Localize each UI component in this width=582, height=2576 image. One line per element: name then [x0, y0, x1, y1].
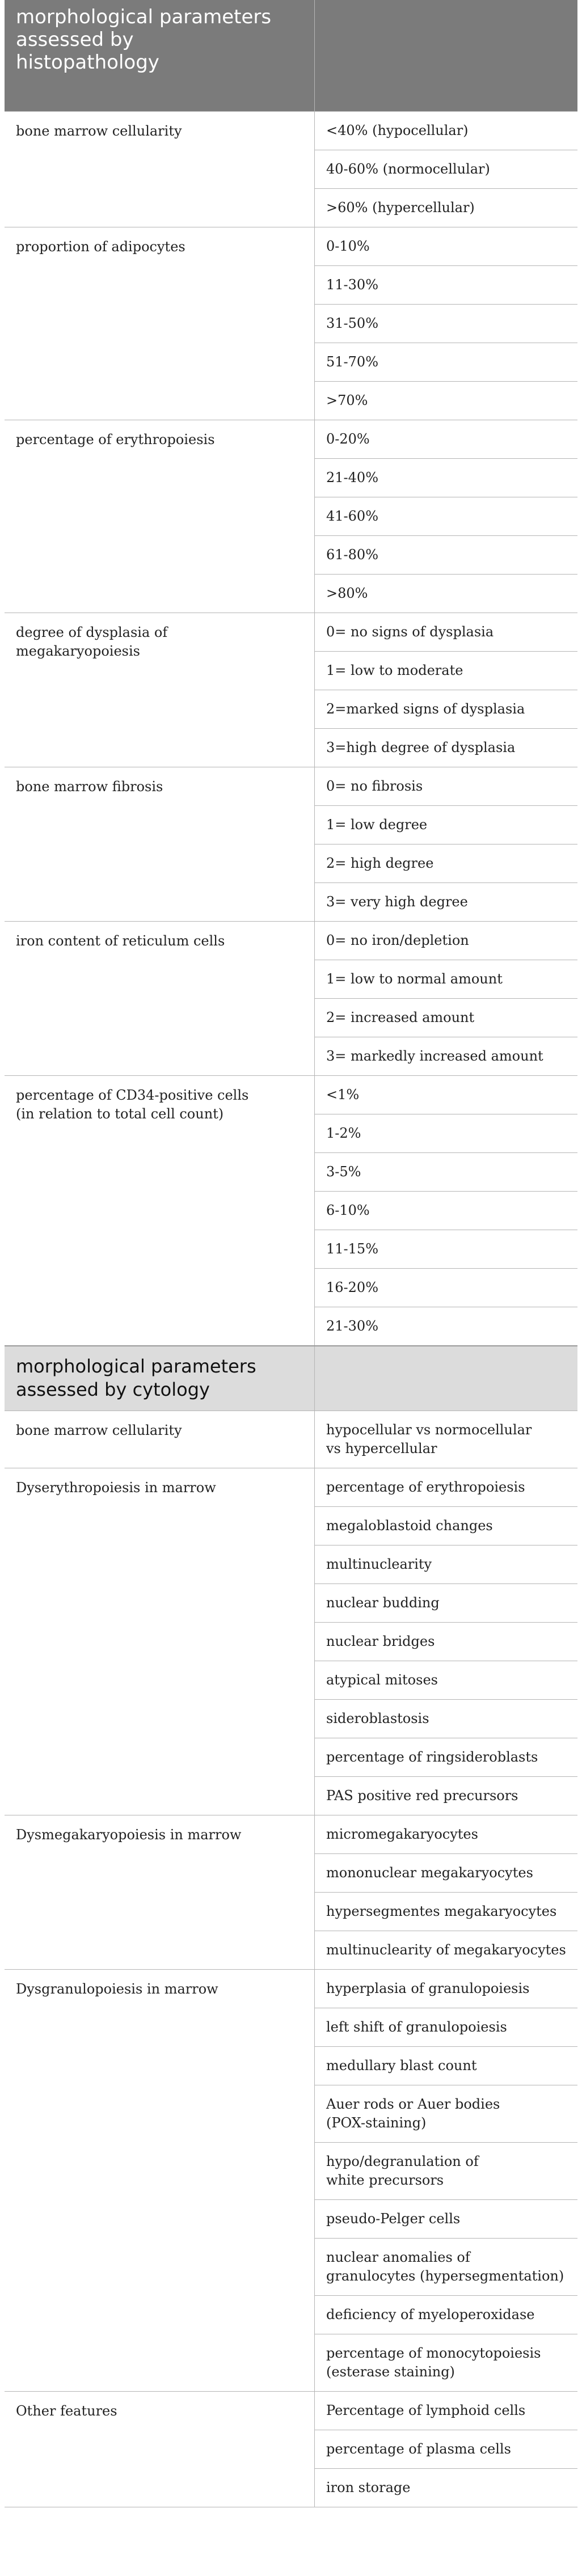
parameter-group — [5, 1815, 577, 1969]
parameter-value: 41-60% — [315, 497, 577, 535]
parameter-value: 51-70% — [315, 343, 577, 381]
parameter-group — [5, 921, 577, 1075]
parameter-group — [5, 420, 577, 613]
parameter-label: bone marrow fibrosis — [5, 767, 315, 921]
parameter-value: nuclear budding — [315, 1583, 577, 1622]
parameter-value: 31-50% — [315, 304, 577, 343]
parameter-value: 3-5% — [315, 1152, 577, 1191]
parameter-value: 0= no signs of dysplasia — [326, 624, 494, 640]
parameter-values — [315, 922, 577, 1075]
header-empty-cell — [315, 0, 577, 111]
parameter-values — [315, 1411, 577, 1468]
parameter-value: 0-10% — [326, 238, 370, 254]
parameter-values — [315, 2392, 577, 2507]
parameter-group — [5, 1075, 577, 1345]
parameter-value: <40% (hypocellular) — [326, 123, 469, 138]
parameter-group — [5, 2391, 577, 2507]
parameter-value: hypocellular vs normocellular vs hypercellular — [326, 1422, 532, 1456]
parameter-value: 3= markedly increased amount — [315, 1037, 577, 1075]
parameter-value: 0= no fibrosis — [326, 778, 423, 794]
parameter-value: iron storage — [315, 2468, 577, 2507]
parameter-value: multinuclearity — [315, 1545, 577, 1583]
parameter-group — [5, 767, 577, 921]
parameters-table — [5, 0, 577, 2507]
parameter-values — [315, 767, 577, 921]
histopathology-header-title: morphological parameters assessed by histopathology — [5, 0, 315, 111]
parameter-value: 6-10% — [315, 1191, 577, 1230]
parameter-value: >60% (hypercellular) — [315, 188, 577, 227]
parameter-value: 21-40% — [315, 458, 577, 497]
parameter-group — [5, 1969, 577, 2391]
parameter-value: hypersegmentes megakaryocytes — [315, 1892, 577, 1931]
parameter-value: >80% — [315, 574, 577, 613]
parameter-value: percentage of plasma cells — [315, 2430, 577, 2468]
parameter-value: pseudo-Pelger cells — [315, 2199, 577, 2238]
parameter-label: proportion of adipocytes — [5, 227, 315, 420]
parameter-value: PAS positive red precursors — [315, 1776, 577, 1815]
parameter-label: degree of dysplasia of megakaryopoiesis — [5, 613, 315, 767]
parameter-label: percentage of CD34-positive cells (in relation to total cell count) — [5, 1076, 315, 1345]
histopathology-header — [5, 0, 577, 111]
parameter-value: 1-2% — [315, 1114, 577, 1152]
parameter-value: 2= high degree — [315, 844, 577, 882]
parameter-label: bone marrow cellularity — [5, 1411, 315, 1468]
parameter-value: 11-30% — [315, 265, 577, 304]
parameter-values — [315, 1815, 577, 1969]
parameter-value: 1= low to normal amount — [315, 960, 577, 998]
parameter-values — [315, 112, 577, 227]
parameter-value: medullary blast count — [315, 2046, 577, 2085]
parameter-value: <1% — [326, 1087, 360, 1103]
parameter-label: Dysmegakaryopoiesis in marrow — [5, 1815, 315, 1969]
parameter-group — [5, 111, 577, 227]
parameter-values — [315, 613, 577, 767]
parameter-value: Percentage of lymphoid cells — [326, 2402, 526, 2418]
parameter-values — [315, 420, 577, 613]
parameter-label: percentage of erythropoiesis — [5, 420, 315, 613]
cytology-section — [5, 1411, 577, 2507]
parameter-values — [315, 227, 577, 420]
parameter-value: 16-20% — [315, 1268, 577, 1307]
cytology-header — [5, 1345, 577, 1411]
parameter-value: hyperplasia of granulopoiesis — [326, 1980, 530, 1996]
parameter-label: Other features — [5, 2392, 315, 2507]
parameter-value: 0= no iron/depletion — [326, 932, 469, 948]
parameter-group — [5, 227, 577, 420]
parameter-value: mononuclear megakaryocytes — [315, 1853, 577, 1892]
parameter-group — [5, 613, 577, 767]
parameter-value: 3= very high degree — [315, 882, 577, 921]
parameter-value: atypical mitoses — [315, 1661, 577, 1699]
parameter-value: nuclear bridges — [315, 1622, 577, 1661]
parameter-value: deficiency of myeloperoxidase — [315, 2295, 577, 2334]
parameter-value: left shift of granulopoiesis — [315, 2008, 577, 2046]
parameter-value: percentage of ringsideroblasts — [315, 1738, 577, 1776]
parameter-value: micromegakaryocytes — [326, 1826, 478, 1842]
parameter-values — [315, 1970, 577, 2391]
histopathology-section — [5, 111, 577, 1345]
parameter-value: 2= increased amount — [315, 998, 577, 1037]
parameter-value: 2=marked signs of dysplasia — [315, 690, 577, 728]
parameter-value: nuclear anomalies of granulocytes (hypersegmentation) — [315, 2238, 577, 2295]
parameter-value: Auer rods or Auer bodies (POX-staining) — [315, 2085, 577, 2142]
parameter-value: 61-80% — [315, 535, 577, 574]
parameter-label: Dysgranulopoiesis in marrow — [5, 1970, 315, 2391]
header-empty-cell — [315, 1346, 577, 1411]
parameter-values — [315, 1076, 577, 1345]
parameter-label: Dyserythropoiesis in marrow — [5, 1468, 315, 1815]
parameter-value: hypo/degranulation of white precursors — [315, 2142, 577, 2199]
cytology-header-title: morphological parameters assessed by cytology — [5, 1346, 315, 1411]
parameter-value: megaloblastoid changes — [315, 1506, 577, 1545]
parameter-value: 11-15% — [315, 1230, 577, 1268]
parameter-value: percentage of erythropoiesis — [326, 1479, 525, 1495]
parameter-value: multinuclearity of megakaryocytes — [315, 1931, 577, 1969]
parameter-value: 3=high degree of dysplasia — [315, 728, 577, 767]
parameter-value: 40-60% (normocellular) — [315, 150, 577, 188]
parameter-value: 21-30% — [315, 1307, 577, 1345]
parameter-group — [5, 1468, 577, 1815]
parameter-value: 0-20% — [326, 431, 370, 447]
parameter-value: 1= low degree — [315, 805, 577, 844]
parameter-group — [5, 1411, 577, 1468]
parameter-label: iron content of reticulum cells — [5, 922, 315, 1075]
parameter-values — [315, 1468, 577, 1815]
parameter-value: sideroblastosis — [315, 1699, 577, 1738]
parameter-value: >70% — [315, 381, 577, 420]
parameter-value: percentage of monocytopoiesis (esterase staining) — [315, 2334, 577, 2391]
parameter-label: bone marrow cellularity — [5, 112, 315, 227]
parameter-value: 1= low to moderate — [315, 651, 577, 690]
